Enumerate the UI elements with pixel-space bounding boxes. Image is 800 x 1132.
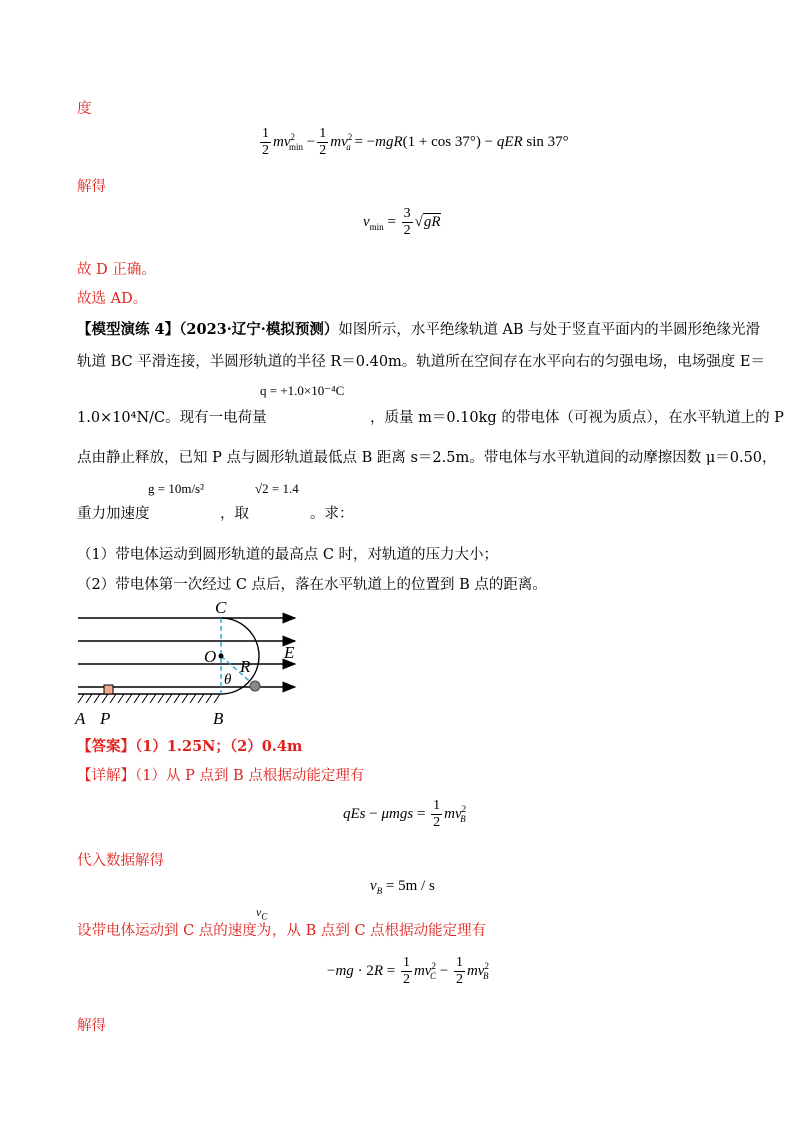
problem-line-4: 点由静止释放，已知 P 点与圆形轨道最低点 B 距离 s＝2.5m。带电体与水平轨道间的动摩擦因数 μ＝0.50， [77, 450, 777, 466]
energy-equation-pb: qEs − μmgs = $\frac{1}{2}$ $mv^2_B$ [343, 798, 467, 830]
label-p: P [100, 709, 111, 728]
label-b: B [213, 709, 224, 728]
problem-line-1 [77, 320, 760, 340]
charge-value: q = +1.0×10⁻⁴C [260, 383, 345, 398]
energy-equation-min: $\frac{1}{2}$ $mv^2_{min}$ − $\frac{1}{2}$ $mv^2_a = -mgR(1 + \cos 37^\circ)$ − qER sin 37° [262, 126, 569, 158]
charged-ball [250, 681, 260, 691]
gravity-value: g = 10m/s² [148, 481, 205, 496]
question-2: （2）带电体第一次经过 C 点后，落在水平轨道上的位置到 B 点的距离。 [77, 577, 547, 593]
text-jiede-1: 解得 [77, 179, 106, 195]
problem-line-5a: 重力加速度 [77, 506, 150, 522]
label-theta: θ [224, 672, 232, 688]
physics-diagram [70, 600, 320, 730]
problem-text-1: 如图所示，水平绝缘轨道 AB 与处于竖直平面内的半圆形绝缘光滑 [338, 322, 761, 338]
block-p [104, 685, 113, 694]
label-a: A [75, 709, 86, 728]
text-d-correct: 故 D 正确。 [77, 262, 156, 278]
label-o: O [204, 647, 217, 666]
problem-source: （2023·辽宁·模拟预测） [179, 321, 339, 338]
problem-line-5c: 。求： [310, 506, 354, 522]
detail-line: 【详解】（1）从 P 点到 B 点根据动能定理有 [77, 768, 365, 784]
let-vc-line-b: ，从 B 点到 C 点根据动能定理有 [272, 923, 487, 939]
vc-symbol: $v_C$ [256, 905, 268, 922]
substitute-line: 代入数据解得 [77, 853, 164, 869]
let-vc-line-a: 设带电体运动到 C 点的速度为 [77, 923, 272, 939]
ground-hatching [78, 694, 220, 703]
text-jiede-2: 解得 [77, 1018, 106, 1034]
vb-result: $v_B = 5m / s$ [370, 878, 435, 896]
energy-equation-bc: −mg · 2R = $\frac{1}{2}$ $mv^2_C$ − $\frac{1}{2}$ $mv^2_B$ [327, 955, 489, 987]
text-du: 度 [77, 101, 92, 117]
answer-line: 【答案】（1）1.25N；（2）0.4m [77, 738, 303, 755]
problem-line-2: 轨道 BC 平滑连接，半圆形轨道的半径 R＝0.40m。轨道所在空间存在水平向右的匀强电场，电场强度 E＝ [77, 354, 765, 370]
sqrt2-value: √2 = 1.4 [255, 481, 299, 496]
vmin-result: $v_{min}$ = $\frac{3}{2}$ √gR [363, 206, 441, 238]
problem-line-5b: ，取 [220, 506, 249, 522]
label-r: R [240, 657, 251, 676]
center-point [219, 654, 224, 659]
label-c: C [215, 600, 227, 617]
text-select-ad: 故选 AD。 [77, 291, 148, 307]
question-1: （1）带电体运动到圆形轨道的最高点 C 时，对轨道的压力大小； [77, 547, 499, 563]
label-e: E [284, 643, 295, 662]
problem-line-3b: ，质量 m＝0.10kg 的带电体（可视为质点），在水平轨道上的 P [370, 410, 784, 426]
problem-line-3a: 1.0×10⁴N/C。现有一电荷量 [77, 410, 267, 426]
problem-label: 【模型演练 4】 [77, 321, 180, 338]
